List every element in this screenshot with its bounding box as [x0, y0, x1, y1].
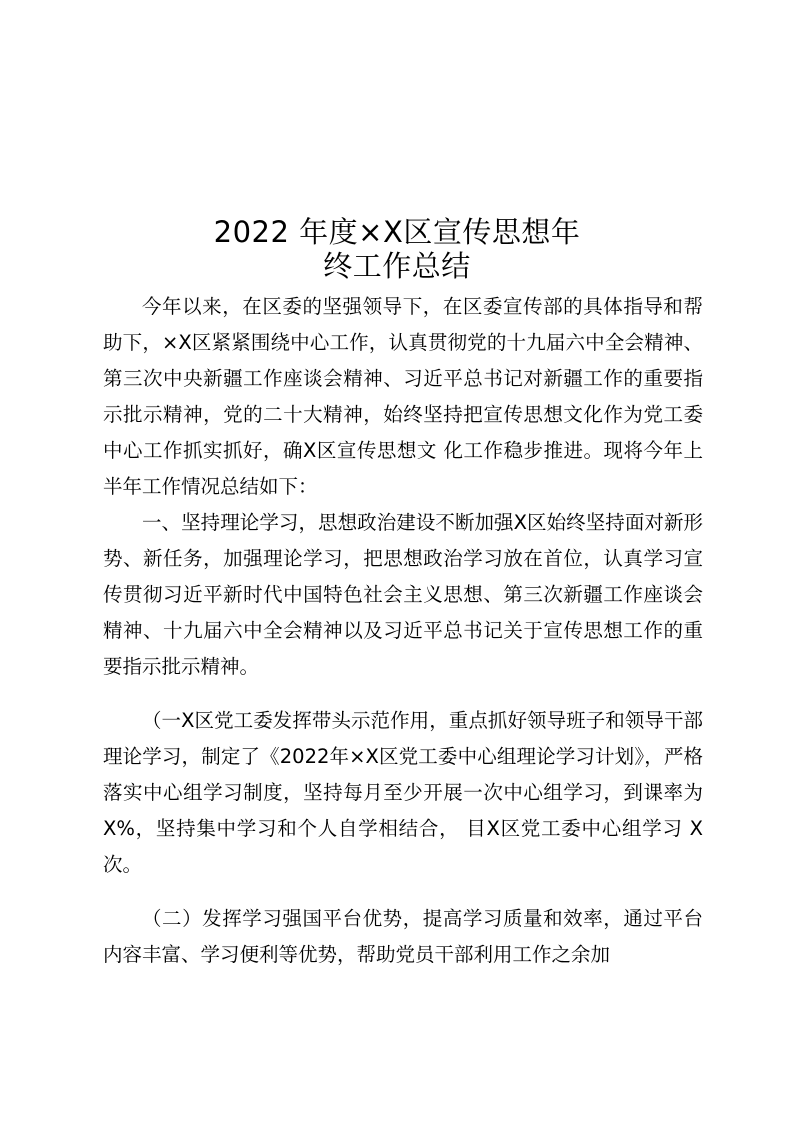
- document-body: [103, 289, 703, 973]
- paragraph-section-1-item-2: （二）发挥学习强国平台优势，提高学习质量和效率，通过平台内容丰富、学习便利等优势，帮助党员干部利用工作之余加: [103, 907, 703, 966]
- document-title-line-2: 终工作总结: [323, 249, 471, 283]
- paragraph-intro: 今年以来，在区委的坚强领导下，在区委宣传部的具体指导和帮助下，×X区紧紧围绕中心工作，认真贯彻党的十九届六中全会精神、第三次中央新疆工作座谈会精神、习近平总书记对新疆工作的重要指示批示精神，党的二十大精神，始终坚持把宣传思想文化作为党工委中心工作抓实抓好，确X区宣传思想文 化工作稳步推进。现将今年上半年工作情况总结如下：: [103, 295, 703, 498]
- paragraph-section-1: 一、坚持理论学习，思想政治建设不断加强X区始终坚持面对新形势、新任务，加强理论学习，把思想政治学习放在首位，认真学习宣传贯彻习近平新时代中国特色社会主义思想、第三次新疆工作座谈会精神、十九届六中全会精神以及习近平总书记关于宣传思想工作的重要指示批示精神。: [103, 511, 703, 678]
- document-title-line-1: 2022 年度×X区宣传思想年: [213, 215, 581, 249]
- paragraph-section-1-item-1: （一X区党工委发挥带头示范作用，重点抓好领导班子和领导干部理论学习，制定了《2022年×X区党工委中心组理论学习计划》，严格落实中心组学习制度，坚持每月至少开展一次中心组学习，到课率为 X%，坚持集中学习和个人自学相结合， 目X区党工委中心组学习 X 次。: [103, 709, 703, 876]
